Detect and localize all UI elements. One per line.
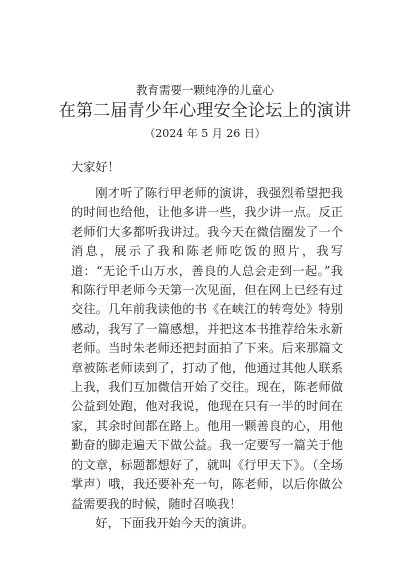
body-block [71, 184, 343, 514]
document-subtitle: 教育需要一颗纯净的儿童心 [136, 83, 274, 97]
document-title: 在第二届青少年心理安全论坛上的演讲 [58, 101, 352, 121]
greeting-text: 大家好！ [71, 160, 120, 174]
document-date: （2024 年 5 月 26 日） [144, 127, 266, 140]
body-paragraph: 刚才听了陈行甲老师的演讲，我强烈希望把我的时间也给他，让他多讲一些，我少讲一点。反正老师们大多都听我讲过。我今天在微信圈发了一个消息，展示了我和陈老师吃饭的照片，我写道：“无论千山万水，善良的人总会走到一起。”我和陈行甲老师今天第一次见面，但在网上已经有过交往。几年前我读他的书《在峡江的转弯处》特别感动，我写了一篇感想，并把这本书推荐给朱永新老师。当时朱老师还把封面拍了下来。后来那篇文章被陈老师读到了，打动了他，他通过其他人联系上我，我们互加微信开始了交往。现在，陈老师做公益到处跑，他对我说，他现在只有一半的时间在家，其余时间都在路上。他用一颗善良的心，用他勤奋的脚走遍天下做公益。我一定要写一篇关于他的文章，标题都想好了，就叫《行甲天下》。（全场掌声）哦，我还要补充一句，陈老师，以后你做公益需要我的时候，随时召唤我！ [71, 186, 343, 511]
greeting-block [71, 158, 343, 177]
closing-block [71, 514, 343, 533]
closing-paragraph: 好，下面我开始今天的演讲。 [95, 516, 254, 530]
